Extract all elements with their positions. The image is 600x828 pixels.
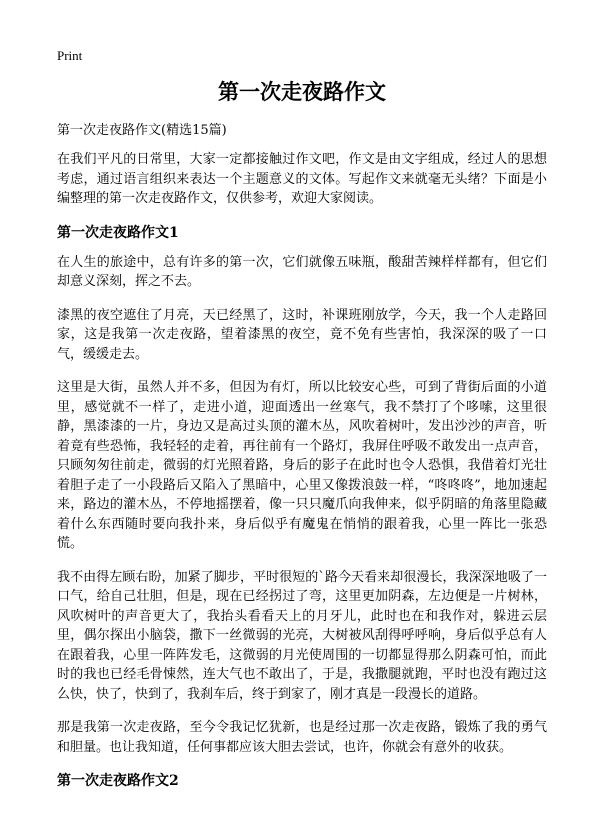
section-heading-1: 第一次走夜路作文1 <box>57 224 179 241</box>
section-1-paragraph-4: 我不由得左顾右盼，加紧了脚步，平时很短的`路今天看来却很漫长，我深深地吸了一口气，给自己壮胆，但是，现在已经拐过了弯，这里更加阴森，左边便是一片树林，风吹树叶的声音更大了，我抬头看看天上的月牙儿，此时也在和我作对，躲进云层里，偶尔探出小脑袋，撒下一丝微弱的光亮，大树被风刮得呼呼响，身后似乎总有人在跟着我，心里一阵阵发毛，这微弱的月光使周围的一切都显得那么阴森可怕，而此时的我也已经毛骨悚然，连大气也不敢出了，于是，我撒腿就跑，平时也没有跑过这么快，快了，快到了，我刹车后，终于到家了，刚才真是一段漫长的道路。 <box>57 569 547 702</box>
section-1-paragraph-2: 漆黑的夜空遮住了月亮，天已经黑了，这时，补课班刚放学，今天，我一个人走路回家，这是我第一次走夜路，望着漆黑的夜空，竟不免有些害怕，我深深的吸了一口气，缓缓走去。 <box>57 307 547 362</box>
document-subtitle: 第一次走夜路作文(精选15篇) <box>57 123 227 138</box>
section-1-paragraph-1: 在人生的旅途中，总有许多的第一次，它们就像五味瓶，酸甜苦辣样样都有，但它们却意义深刻，挥之不去。 <box>57 254 547 289</box>
section-1-paragraph-5: 那是我第一次走夜路，至今令我记忆犹新，也是经过那一次走夜路，锻炼了我的勇气和胆量。也让我知道，任何事都应该大胆去尝试，也许，你就会有意外的收获。 <box>57 720 547 755</box>
page-title: 第一次走夜路作文 <box>218 79 386 104</box>
print-link[interactable]: Print <box>57 48 83 63</box>
intro-paragraph: 在我们平凡的日常里，大家一定都接触过作文吧，作文是由文字组成，经过人的思想考虑，通过语言组织来表达一个主题意义的文体。写起作文来就毫无头绪？下面是小编整理的第一次走夜路作文，仅供参考，欢迎大家阅读。 <box>57 152 547 206</box>
article-body <box>57 150 547 801</box>
section-heading-2: 第一次走夜路作文2 <box>57 773 179 789</box>
section-1-paragraph-3: 这里是大街，虽然人并不多，但因为有灯，所以比较安心些，可到了背街后面的小道里，感觉就不一样了，走进小道，迎面透出一丝寒气，我不禁打了个哆嗦，这里很静，黑漆漆的一片，身边又是高过头顶的灌木丛，风吹着树叶，发出沙沙的声音，听着竟有些恐怖，我轻轻的走着，再往前有一个路灯，我屏住呼吸不敢发出一点声音，只顾匆匆往前走，微弱的灯光照着路，身后的影子在此时也令人恐惧，我借着灯光壮着胆子走了一小段路后又陷入了黑暗中，心里又像拨浪鼓一样，“咚咚咚”，地加速起来，路边的灌木丛，不停地摇摆着，像一只只魔爪向我伸来，似乎阴暗的角落里隐藏着什么东西随时要向我扑来，身后似乎有魔鬼在悄悄的跟着我，心里一阵比一张恐慌。 <box>57 380 547 551</box>
